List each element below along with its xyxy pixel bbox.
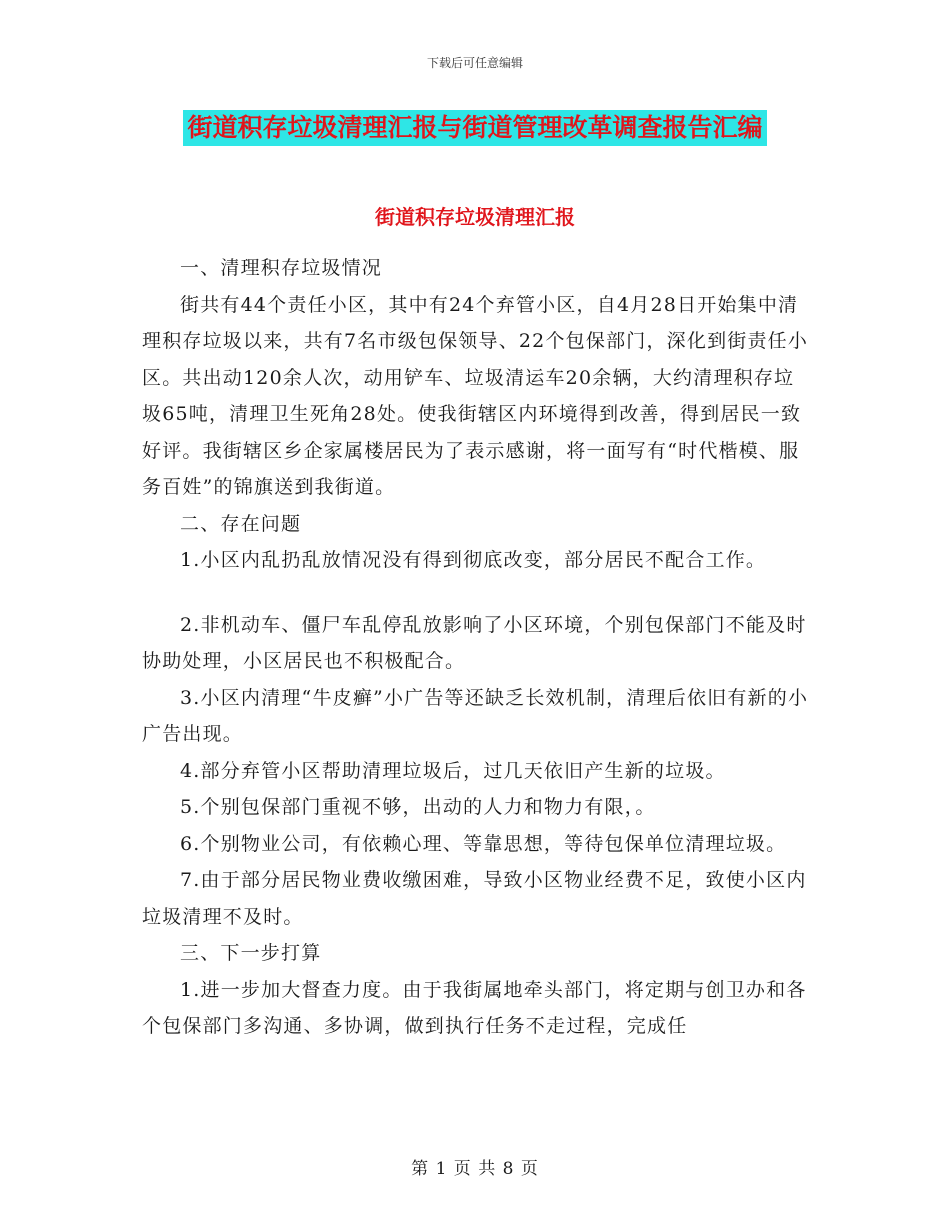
problem-item: 3.小区内清理“牛皮癣”小广告等还缺乏长效机制，清理后依旧有新的小广告出现。: [142, 686, 809, 745]
page-footer: 第 1 页 共 8 页: [411, 1159, 539, 1179]
document-body: [142, 250, 810, 1045]
document-title: [0, 110, 950, 146]
section-heading-2: 二、存在问题: [180, 512, 302, 535]
section-heading-1: 一、清理积存垃圾情况: [180, 257, 383, 279]
problem-item: 6.个别物业公司，有依赖心理、等靠思想，等待包保单位清理垃圾。: [180, 832, 787, 855]
problem-item: 1.小区内乱扔乱放情况没有得到彻底改变，部分居民不配合工作。: [180, 549, 767, 571]
section-title: 街道积存垃圾清理汇报: [375, 205, 575, 229]
document-title-text: 街道积存垃圾清理汇报与街道管理改革调查报告汇编: [183, 110, 766, 146]
plan-item: 1.进一步加大督查力度。由于我街属地牵头部门，将定期与创卫办和各个包保部门多沟通、多协调，做到执行任务不走过程，完成任: [142, 978, 807, 1037]
header-note: 下载后可任意编辑: [426, 56, 523, 70]
problem-item: 2.非机动车、僵尸车乱停乱放影响了小区环境，个别包保部门不能及时协助处理，小区居民也不积极配合。: [142, 613, 807, 672]
problem-item: 5.个别包保部门重视不够，出动的人力和物力有限，。: [180, 796, 656, 818]
paragraph-gap: [142, 579, 810, 607]
section-paragraph-1: 街共有44个责任小区，其中有24个弃管小区，自4月28日开始集中清理积存垃圾以来，共有7名市级包保领导、22个包保部门，深化到街责任小区。共出动120余人次，动用铲车、垃圾清运车20余辆，大约清理积存垃圾65吨，清理卫生死角28处。使我街辖区内环境得到改善，得到居民一致好评。我街辖区乡企家属楼居民为了表示感谢，将一面写有“时代楷模、服务百姓”的锦旗送到我街道。: [142, 293, 809, 498]
section-heading-3: 三、下一步打算: [180, 942, 322, 964]
problem-item: 4.部分弃管小区帮助清理垃圾后，过几天依旧产生新的垃圾。: [180, 759, 726, 782]
problem-item: 7.由于部分居民物业费收缴困难，导致小区物业经费不足，致使小区内垃圾清理不及时。: [142, 869, 807, 928]
